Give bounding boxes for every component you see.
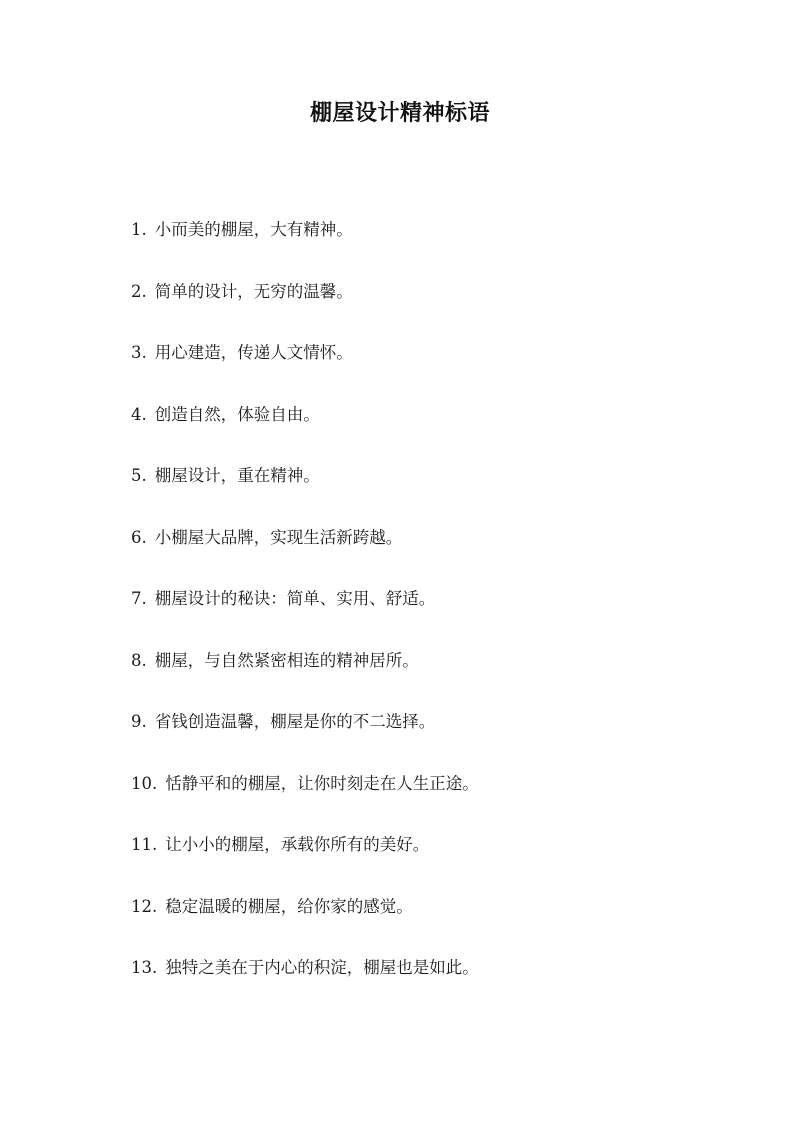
list-item-number: 12. (131, 896, 158, 916)
list-item-text: 简单的设计，无穷的温馨。 (154, 281, 353, 301)
list-item (131, 522, 751, 584)
list-item-text: 省钱创造温馨，棚屋是你的不二选择。 (154, 712, 436, 731)
list-item (131, 276, 751, 338)
list-item (131, 952, 751, 1014)
list-item (131, 829, 751, 891)
list-item-number: 4. (131, 404, 147, 424)
list-item-text: 恬静平和的棚屋，让你时刻走在人生正途。 (165, 773, 479, 793)
list-item-text: 独特之美在于内心的积淀，棚屋也是如此。 (165, 958, 479, 977)
list-item-number: 7. (131, 589, 147, 608)
list-item-text: 棚屋，与自然紧密相连的精神居所。 (154, 650, 419, 670)
list-item (131, 891, 751, 953)
list-item-number: 11. (131, 835, 158, 854)
list-item-text: 棚屋设计的秘诀：简单、实用、舒适。 (154, 589, 436, 608)
list-item-number: 9. (131, 712, 147, 731)
slogan-list (131, 214, 751, 1014)
document-title: 棚屋设计精神标语 (309, 100, 490, 126)
list-item-text: 小而美的棚屋，大有精神。 (154, 220, 353, 239)
list-item-number: 8. (131, 650, 147, 670)
list-item-number: 3. (131, 343, 147, 362)
list-item-text: 创造自然，体验自由。 (154, 404, 320, 424)
list-item (131, 583, 751, 645)
list-item (131, 460, 751, 522)
list-item-number: 2. (131, 281, 147, 301)
list-item (131, 768, 751, 830)
list-item (131, 337, 751, 399)
list-item-number: 10. (131, 773, 158, 793)
list-item-text: 棚屋设计，重在精神。 (154, 466, 320, 485)
list-item (131, 214, 751, 276)
list-item-text: 小棚屋大品牌，实现生活新跨越。 (154, 527, 403, 547)
list-item (131, 706, 751, 768)
list-item (131, 645, 751, 707)
list-item (131, 399, 751, 461)
list-item-number: 5. (131, 466, 147, 485)
list-item-number: 6. (131, 527, 147, 547)
list-item-number: 13. (131, 958, 158, 977)
list-item-text: 用心建造，传递人文情怀。 (154, 343, 353, 362)
list-item-text: 稳定温暖的棚屋，给你家的感觉。 (165, 896, 413, 916)
list-item-text: 让小小的棚屋，承载你所有的美好。 (165, 835, 430, 854)
list-item-number: 1. (131, 220, 147, 239)
